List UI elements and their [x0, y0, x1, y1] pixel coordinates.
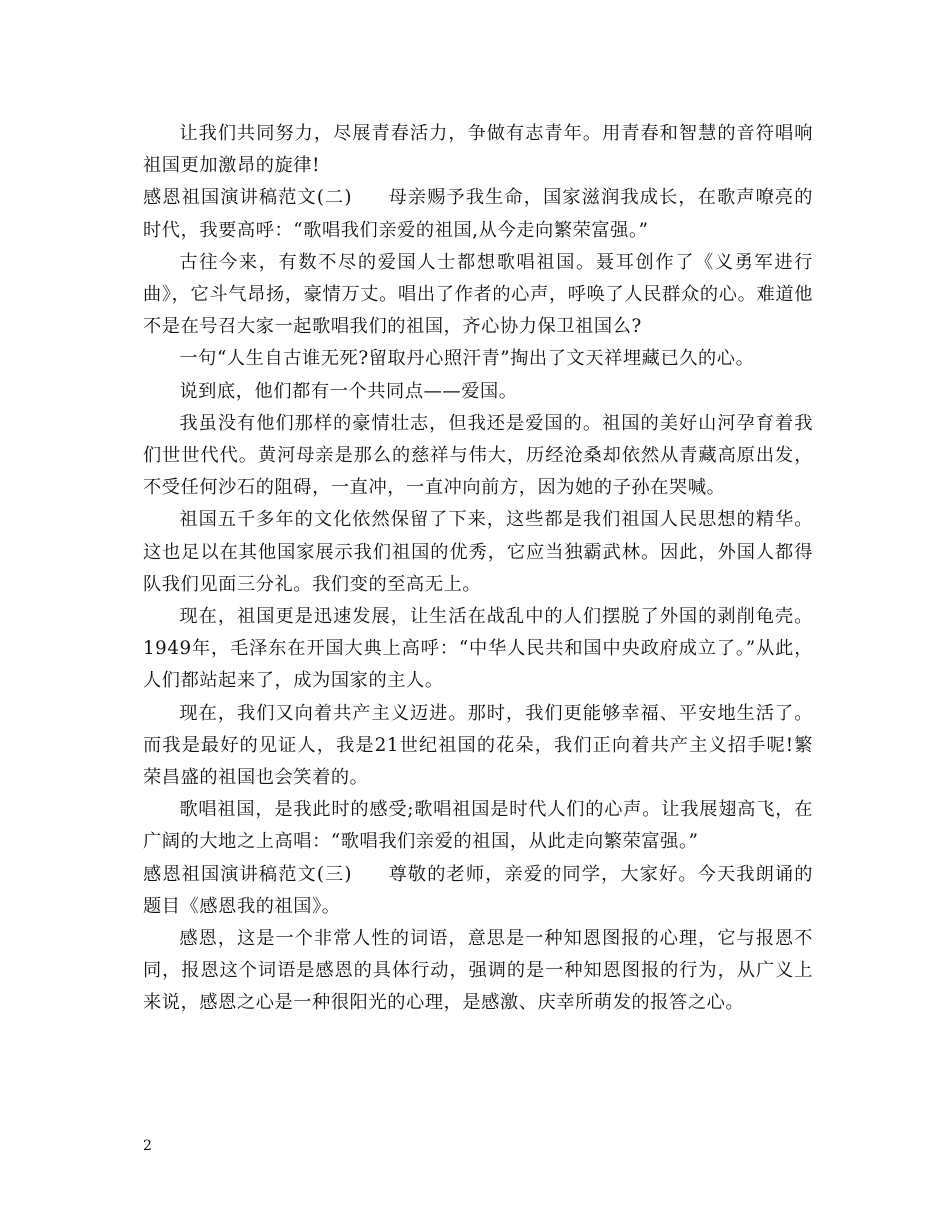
- paragraph-6: [143, 408, 813, 505]
- section-heading-3: 感恩祖国演讲稿范文(三): [143, 863, 353, 885]
- page-number: 2: [143, 1138, 152, 1154]
- paragraph-2: [143, 182, 813, 246]
- paragraph-text: 母亲赐予我生命，国家滋润我成长，在歌声嘹亮的时代，我要高呼：“歌唱我们亲爱的祖国,从今走向繁荣富强。”: [143, 187, 813, 241]
- paragraph-text: 一句“人生自古谁无死?留取丹心照汗青”掏出了文天祥埋藏已久的心。: [179, 348, 755, 370]
- paragraph-3: [143, 247, 813, 344]
- paragraph-7: [143, 504, 813, 601]
- paragraph-4: [143, 343, 813, 375]
- section-heading-2: 感恩祖国演讲稿范文(二): [143, 187, 353, 209]
- paragraph-5: [143, 376, 813, 408]
- paragraph-8: [143, 601, 813, 698]
- paragraph-1: [143, 118, 813, 182]
- paragraph-10: [143, 794, 813, 858]
- paragraph-12: [143, 923, 813, 1020]
- paragraph-text: 说到底，他们都有一个共同点——爱国。: [179, 380, 518, 402]
- paragraph-11: [143, 859, 813, 923]
- paragraph-text: 现在，我们又向着共产主义迈进。那时，我们更能够幸福、平安地生活了。而我是最好的见证人，我是21世纪祖国的花朵，我们正向着共产主义招手呢!繁荣昌盛的祖国也会笑着的。: [143, 702, 813, 789]
- paragraph-text: 古往今来，有数不尽的爱国人士都想歌唱祖国。聂耳创作了《义勇军进行曲》，它斗气昂扬，豪情万丈。唱出了作者的心声，呼唤了人民群众的心。难道他不是在号召大家一起歌唱我们的祖国，齐心协力保卫祖国么?: [143, 251, 813, 338]
- paragraph-9: [143, 698, 813, 795]
- paragraph-text: 感恩，这是一个非常人性的词语，意思是一种知恩图报的心理，它与报恩不同，报恩这个词语是感恩的具体行动，强调的是一种知恩图报的行为，从广义上来说，感恩之心是一种很阳光的心理，是感激、庆幸所萌发的报答之心。: [143, 928, 813, 1014]
- paragraph-text: 祖国五千多年的文化依然保留了下来，这些都是我们祖国人民思想的精华。这也足以在其他国家展示我们祖国的优秀，它应当独霸武林。因此，外国人都得队我们见面三分礼。我们变的至高无上。: [143, 509, 813, 595]
- paragraph-text: 我虽没有他们那样的豪情壮志，但我还是爱国的。祖国的美好山河孕育着我们世世代代。黄河母亲是那么的慈祥与伟大，历经沧桑却依然从青藏高原出发，不受任何沙石的阻碍，一直冲，一直冲向前方，因为她的子孙在哭喊。: [143, 412, 813, 499]
- paragraph-text: 歌唱祖国，是我此时的感受;歌唱祖国是时代人们的心声。让我展翅高飞，在广阔的大地之上高唱：“歌唱我们亲爱的祖国，从此走向繁荣富强。”: [143, 799, 813, 853]
- paragraph-text: 让我们共同努力，尽展青春活力，争做有志青年。用青春和智慧的音符唱响祖国更加激昂的旋律!: [143, 123, 813, 177]
- document-body: [143, 118, 813, 1020]
- paragraph-text: 现在，祖国更是迅速发展，让生活在战乱中的人们摆脱了外国的剥削龟壳。1949年，毛泽东在开国大典上高呼：“中华人民共和国中央政府成立了。”从此，人们都站起来了，成为国家的主人。: [143, 606, 813, 692]
- paragraph-text: 尊敬的老师，亲爱的同学，大家好。今天我朗诵的题目《感恩我的祖国》。: [143, 863, 813, 917]
